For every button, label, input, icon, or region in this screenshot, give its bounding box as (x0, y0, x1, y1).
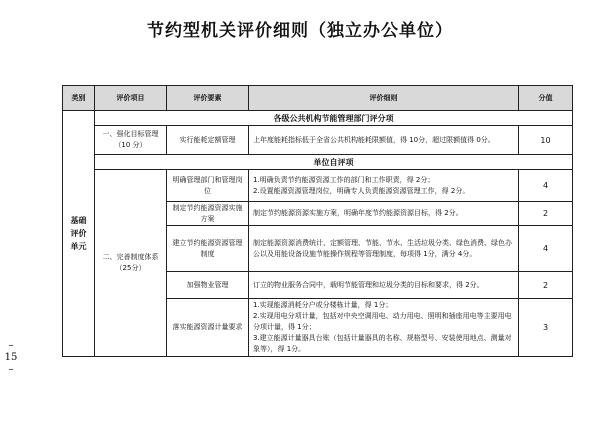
item-cell: 一、强化目标管理（10 分） (95, 126, 167, 155)
score-cell: 4 (519, 170, 573, 202)
element-cell: 落实能源资源计量要求 (167, 299, 249, 357)
header-score: 分值 (519, 86, 573, 111)
detail-line: 1.明确负责节约能源资源工作的部门和工作职责，得 2分； (253, 175, 435, 184)
element-cell: 加强物业管理 (167, 272, 249, 299)
element-cell: 实行能耗定额管理 (167, 126, 249, 155)
header-element: 评价要素 (167, 86, 249, 111)
detail-line: 2.设置能源资源管理岗位，明确专人负责能源资源管理工作，得 2分。 (253, 186, 470, 195)
category-cell (63, 111, 95, 357)
category-label: 基础评价单元 (70, 216, 87, 251)
detail-line: 3.建立能源计量器具台账（包括计量器具的名称、规格型号、安装使用地点、测量对象等），得 1分。 (253, 334, 512, 353)
detail-line: 2.实现用电分项计量，包括对中央空调用电、动力用电、照明和插座用电等主要用电分项计量，得 1分； (253, 312, 512, 331)
table-header-row (63, 86, 573, 111)
detail-line: 订立的物业服务合同中，载明节能管理和垃圾分类的目标和要求，得 2分。 (253, 280, 484, 289)
score-cell: 4 (519, 226, 573, 272)
header-item: 评价项目 (95, 86, 167, 111)
detail-cell (249, 299, 519, 357)
section-row (63, 155, 573, 170)
table-row (63, 126, 573, 155)
score-cell: 3 (519, 299, 573, 357)
header-detail: 评价细则 (249, 86, 519, 111)
element-cell: 制定节约能源资源实施方案 (167, 202, 249, 226)
page-number (4, 340, 18, 376)
section-row (63, 111, 573, 126)
document-title: 节约型机关评价细则（独立办公单位） (147, 21, 453, 41)
table-row (63, 170, 573, 202)
item-cell: 二、完善制度体系（25分） (95, 170, 167, 357)
page-number-text: – 15 – (4, 340, 18, 375)
score-cell: 10 (519, 126, 573, 155)
detail-cell (249, 126, 519, 155)
element-cell: 明确管理部门和管理岗位 (167, 170, 249, 202)
detail-line: 上年度能耗指标低于全省公共机构能耗限额值，得 10分，超过限额值得 0分。 (253, 135, 495, 144)
detail-cell (249, 202, 519, 226)
detail-cell (249, 272, 519, 299)
detail-cell (249, 170, 519, 202)
detail-line: 制定能源资源消费统计、定额管理、节能、节水、生活垃圾分类、绿色消费、绿色办公以及用能设备设施节能操作规程等管理制度，每项得 1分，满分 4分。 (253, 238, 512, 258)
section-title-2: 单位自评项 (95, 155, 573, 170)
score-cell: 2 (519, 202, 573, 226)
score-cell: 2 (519, 272, 573, 299)
detail-line: 制定节约能源资源实施方案，明确年度节约能源资源目标，得 2分。 (253, 209, 463, 217)
detail-line: 1.实现能源消耗分户或分楼栋计量，得 1分； (253, 301, 393, 309)
section-title-1: 各级公共机构节能管理部门评分项 (95, 111, 573, 126)
element-cell: 建立节约能源资源管理制度 (167, 226, 249, 272)
evaluation-table (62, 85, 573, 357)
header-category: 类别 (63, 86, 95, 111)
detail-cell (249, 226, 519, 272)
